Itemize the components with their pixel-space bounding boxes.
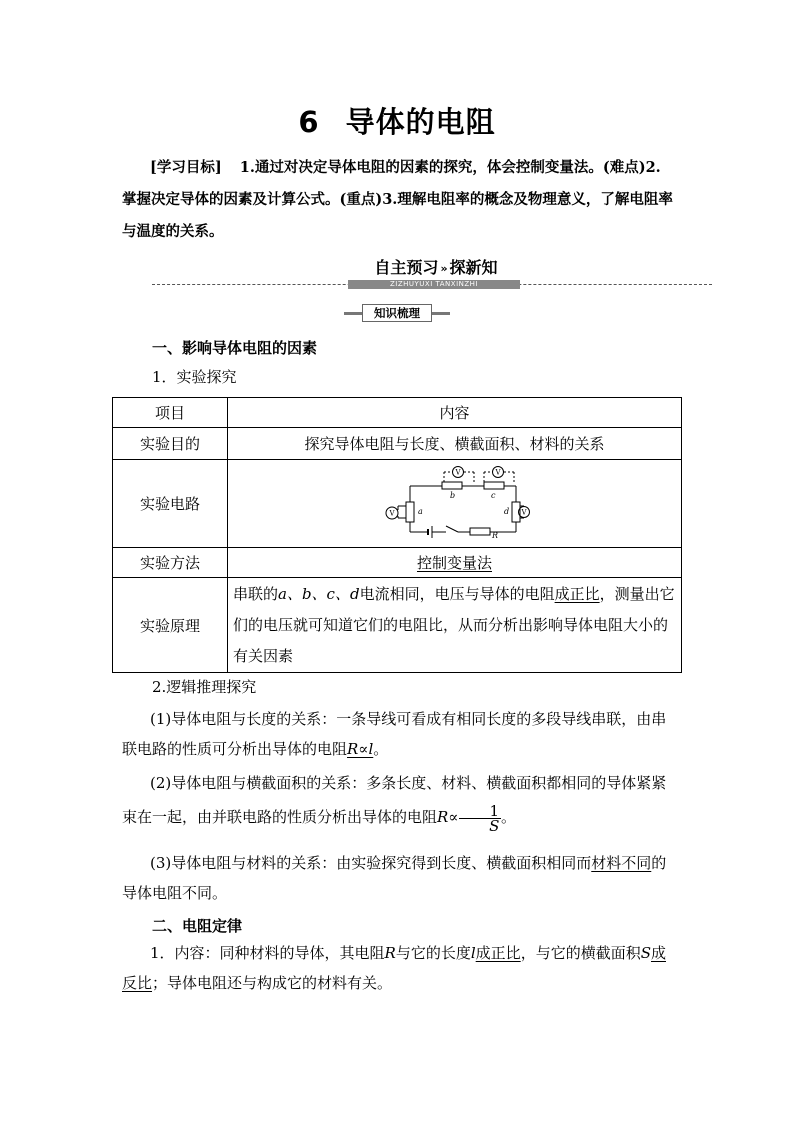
fill-answer: 成正比 <box>475 944 521 962</box>
reasoning-paragraph-2: (2)导体电阻与横截面积的关系：多条长度、材料、横截面积都相同的导体紧紧束在一起，由并联电路的性质分析出导体的电阻R∝ $\frac{1}{S}$ 。 <box>122 774 667 835</box>
double-chevron-right-icon: » <box>440 262 448 275</box>
voltmeter-label: V <box>495 468 501 476</box>
banner-pinyin: ZIZHUYUXI TANXINZHI <box>348 280 520 289</box>
table-row: 实验方法 控制变量法 <box>113 548 682 578</box>
fill-answer: 材料不同 <box>591 854 652 872</box>
voltmeter-label: V <box>455 468 461 476</box>
circuit-cell <box>228 460 682 548</box>
table-row: 实验原理 串联的a、b、c、d电流相同，电压与导体的电阻成正比，测量出它们的电压就可知道它们的电阻比，从而分析出影响导体电阻大小的有关因素 <box>113 578 682 673</box>
circuit-label-c: c <box>490 490 495 500</box>
voltmeter-label: V <box>389 509 395 517</box>
voltmeter-label: V <box>521 508 527 516</box>
section1-sub2: 2.逻辑推理探究 <box>152 678 257 696</box>
fill-answer: 成反比 <box>122 944 666 992</box>
reasoning-paragraph-3: (3)导体电阻与材料的关系：由实验探究得到长度、横截面积相同而材料不同的导体电阻不同。 <box>122 854 667 902</box>
reasoning-paragraph-1: (1)导体电阻与长度的关系：一条导线可看成有相同长度的多段导线串联，由串联电路的性质可分析出导体的电阻R∝l。 <box>122 710 667 758</box>
banner-title: 自主预习 » 探新知 <box>374 258 498 277</box>
experiment-table <box>112 397 682 673</box>
objectives-text: 1.通过对决定导体电阻的因素的探究，体会控制变量法。(难点)2.掌握决定导体的因素及计算公式。(重点)3.理解电阻率的概念及物理意义，了解电阻率与温度的关系。 <box>122 159 673 240</box>
table-row: 实验电路 V V V V a b c d R <box>113 460 682 548</box>
table-row: 实验目的 探究导体电阻与长度、横截面积、材料的关系 <box>113 428 682 460</box>
table-header-row <box>113 398 682 428</box>
table-header-item: 项目 <box>113 398 228 428</box>
objectives-label: [学习目标] <box>150 159 222 176</box>
circuit-label-d: d <box>503 506 509 516</box>
section2-heading: 二、电阻定律 <box>152 917 243 935</box>
chapter-title: 导体的电阻 <box>345 105 496 139</box>
law-paragraph-1: 1．内容：同种材料的导体，其电阻R与它的长度l成正比，与它的横截面积S成反比；导体电阻还与构成它的材料有关。 <box>122 944 666 992</box>
fill-answer: 控制变量法 <box>416 554 492 572</box>
table-header-content: 内容 <box>228 398 682 428</box>
page-title <box>0 100 794 141</box>
fill-answer: R∝l <box>347 740 374 758</box>
circuit-label-R: R <box>491 530 498 540</box>
fill-answer: 成正比 <box>554 584 600 603</box>
circuit-label-a: a <box>417 506 423 516</box>
circuit-diagram <box>380 466 530 542</box>
section-banner <box>152 254 712 294</box>
chapter-number: 6 <box>298 105 320 139</box>
fraction: $\frac{1}{S}$ <box>459 804 501 833</box>
section1-heading: 一、影响导体电阻的因素 <box>152 339 318 357</box>
section1-sub1: 1．实验探究 <box>152 368 237 386</box>
knowledge-badge: 知识梳理 <box>344 304 450 322</box>
learning-objectives <box>122 152 674 248</box>
circuit-label-b: b <box>449 490 455 500</box>
